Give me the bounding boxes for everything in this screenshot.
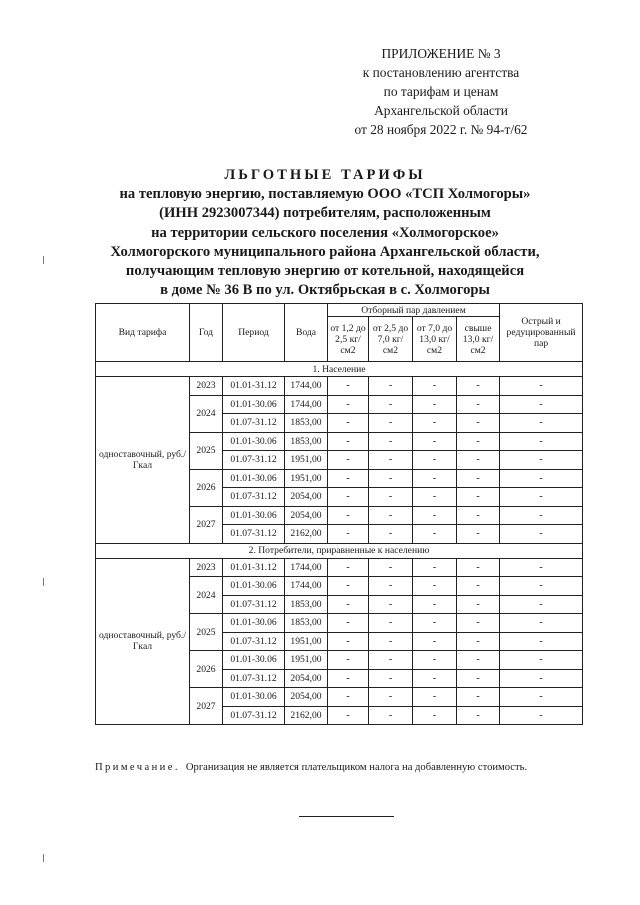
period-cell: 01.01-31.12 bbox=[223, 377, 285, 396]
steam-cell: - bbox=[369, 558, 413, 577]
steam-cell: - bbox=[328, 395, 369, 414]
period-cell: 01.07-31.12 bbox=[223, 632, 285, 651]
title-line: на тепловую энергию, поставляемую ООО «ТСП Холмогоры» bbox=[119, 186, 531, 203]
steam-cell: - bbox=[413, 669, 457, 688]
steam-cell: - bbox=[328, 669, 369, 688]
sharp-steam-cell: - bbox=[500, 469, 583, 488]
sharp-steam-cell: - bbox=[500, 451, 583, 470]
steam-cell: - bbox=[457, 377, 500, 396]
period-cell: 01.01-30.06 bbox=[223, 506, 285, 525]
table-row bbox=[96, 377, 583, 396]
header-steam-2: от 2,5 до 7,0 кг/см2 bbox=[369, 317, 413, 362]
steam-cell: - bbox=[328, 506, 369, 525]
steam-cell: - bbox=[457, 414, 500, 433]
steam-cell: - bbox=[457, 669, 500, 688]
steam-cell: - bbox=[413, 488, 457, 507]
steam-cell: - bbox=[457, 706, 500, 725]
steam-cell: - bbox=[369, 632, 413, 651]
signature-line bbox=[299, 816, 394, 817]
period-cell: 01.07-31.12 bbox=[223, 525, 285, 544]
period-cell: 01.07-31.12 bbox=[223, 706, 285, 725]
steam-cell: - bbox=[457, 632, 500, 651]
steam-cell: - bbox=[328, 432, 369, 451]
period-cell: 01.07-31.12 bbox=[223, 488, 285, 507]
sharp-steam-cell: - bbox=[500, 377, 583, 396]
steam-cell: - bbox=[369, 414, 413, 433]
period-cell: 01.01-30.06 bbox=[223, 688, 285, 707]
steam-cell: - bbox=[413, 451, 457, 470]
sharp-steam-cell: - bbox=[500, 706, 583, 725]
title-line: в доме № 36 В по ул. Октябрьская в с. Холмогоры bbox=[160, 282, 490, 299]
steam-cell: - bbox=[369, 506, 413, 525]
steam-cell: - bbox=[369, 469, 413, 488]
tariff-body bbox=[96, 362, 583, 725]
steam-cell: - bbox=[369, 377, 413, 396]
water-cell: 2054,00 bbox=[285, 669, 328, 688]
steam-cell: - bbox=[413, 632, 457, 651]
sharp-steam-cell: - bbox=[500, 577, 583, 596]
appendix-number: ПРИЛОЖЕНИЕ № 3 bbox=[381, 46, 501, 61]
steam-cell: - bbox=[328, 451, 369, 470]
steam-cell: - bbox=[413, 651, 457, 670]
water-cell: 1951,00 bbox=[285, 451, 328, 470]
period-cell: 01.01-30.06 bbox=[223, 577, 285, 596]
scan-mark bbox=[43, 854, 44, 862]
water-cell: 1744,00 bbox=[285, 577, 328, 596]
scan-mark bbox=[43, 578, 44, 586]
steam-cell: - bbox=[457, 614, 500, 633]
steam-cell: - bbox=[328, 632, 369, 651]
steam-cell: - bbox=[328, 469, 369, 488]
year-cell: 2027 bbox=[190, 688, 223, 725]
sharp-steam-cell: - bbox=[500, 688, 583, 707]
year-cell: 2027 bbox=[190, 506, 223, 543]
steam-cell: - bbox=[369, 688, 413, 707]
steam-cell: - bbox=[369, 614, 413, 633]
steam-cell: - bbox=[328, 488, 369, 507]
steam-cell: - bbox=[369, 595, 413, 614]
steam-cell: - bbox=[413, 395, 457, 414]
year-cell: 2026 bbox=[190, 651, 223, 688]
appendix-line: к постановлению агентства bbox=[362, 65, 520, 80]
year-cell: 2023 bbox=[190, 558, 223, 577]
steam-cell: - bbox=[369, 395, 413, 414]
sharp-steam-cell: - bbox=[500, 506, 583, 525]
section-title: 1. Население bbox=[96, 362, 583, 377]
period-cell: 01.01-30.06 bbox=[223, 614, 285, 633]
steam-cell: - bbox=[413, 525, 457, 544]
steam-cell: - bbox=[457, 525, 500, 544]
tariff-type-cell: одноставочный, руб./Гкал bbox=[96, 377, 190, 544]
steam-cell: - bbox=[413, 377, 457, 396]
sharp-steam-cell: - bbox=[500, 632, 583, 651]
footnote-text: Организация не является плательщиком налога на добавленную стоимость. bbox=[185, 762, 528, 773]
steam-cell: - bbox=[413, 706, 457, 725]
appendix-line: Архангельской области bbox=[374, 103, 508, 118]
water-cell: 1853,00 bbox=[285, 432, 328, 451]
period-cell: 01.07-31.12 bbox=[223, 669, 285, 688]
sharp-steam-cell: - bbox=[500, 669, 583, 688]
steam-cell: - bbox=[369, 577, 413, 596]
steam-cell: - bbox=[328, 706, 369, 725]
appendix-header bbox=[326, 44, 556, 139]
steam-cell: - bbox=[369, 488, 413, 507]
steam-cell: - bbox=[413, 506, 457, 525]
period-cell: 01.07-31.12 bbox=[223, 414, 285, 433]
year-cell: 2025 bbox=[190, 432, 223, 469]
tariff-table bbox=[95, 303, 583, 725]
water-cell: 2054,00 bbox=[285, 688, 328, 707]
header-row bbox=[96, 304, 583, 317]
water-cell: 1744,00 bbox=[285, 377, 328, 396]
period-cell: 01.01-31.12 bbox=[223, 558, 285, 577]
tariff-type-cell: одноставочный, руб./Гкал bbox=[96, 558, 190, 725]
header-water: Вода bbox=[285, 304, 328, 362]
steam-cell: - bbox=[457, 577, 500, 596]
year-cell: 2025 bbox=[190, 614, 223, 651]
steam-cell: - bbox=[413, 688, 457, 707]
steam-cell: - bbox=[369, 651, 413, 670]
title-line: на территории сельского поселения «Холмогорское» bbox=[151, 224, 499, 241]
header-steam-group: Отборный пар давлением bbox=[328, 304, 500, 317]
document-title bbox=[90, 166, 560, 300]
steam-cell: - bbox=[457, 451, 500, 470]
sharp-steam-cell: - bbox=[500, 558, 583, 577]
steam-cell: - bbox=[413, 614, 457, 633]
period-cell: 01.01-30.06 bbox=[223, 395, 285, 414]
title-line: Холмогорского муниципального района Архангельской области, bbox=[110, 243, 540, 260]
title-line: получающим тепловую энергию от котельной, находящейся bbox=[125, 263, 525, 280]
footnote bbox=[95, 761, 615, 775]
sharp-steam-cell: - bbox=[500, 432, 583, 451]
section-row bbox=[96, 543, 583, 558]
steam-cell: - bbox=[369, 669, 413, 688]
steam-cell: - bbox=[413, 558, 457, 577]
title-line: (ИНН 2923007344) потребителям, расположенным bbox=[159, 205, 491, 222]
appendix-date: от 28 ноября 2022 г. № 94-т/62 bbox=[354, 122, 528, 137]
steam-cell: - bbox=[457, 651, 500, 670]
appendix-line: по тарифам и ценам bbox=[383, 84, 499, 99]
steam-cell: - bbox=[457, 688, 500, 707]
steam-cell: - bbox=[413, 469, 457, 488]
period-cell: 01.07-31.12 bbox=[223, 595, 285, 614]
steam-cell: - bbox=[457, 506, 500, 525]
water-cell: 1853,00 bbox=[285, 614, 328, 633]
sharp-steam-cell: - bbox=[500, 651, 583, 670]
water-cell: 1951,00 bbox=[285, 651, 328, 670]
steam-cell: - bbox=[369, 706, 413, 725]
header-steam-1: от 1,2 до 2,5 кг/см2 bbox=[328, 317, 369, 362]
period-cell: 01.07-31.12 bbox=[223, 451, 285, 470]
header-year: Год bbox=[190, 304, 223, 362]
steam-cell: - bbox=[413, 595, 457, 614]
steam-cell: - bbox=[328, 595, 369, 614]
steam-cell: - bbox=[328, 414, 369, 433]
steam-cell: - bbox=[328, 525, 369, 544]
sharp-steam-cell: - bbox=[500, 488, 583, 507]
sharp-steam-cell: - bbox=[500, 525, 583, 544]
year-cell: 2024 bbox=[190, 395, 223, 432]
water-cell: 1744,00 bbox=[285, 558, 328, 577]
steam-cell: - bbox=[369, 525, 413, 544]
sharp-steam-cell: - bbox=[500, 395, 583, 414]
steam-cell: - bbox=[413, 432, 457, 451]
period-cell: 01.01-30.06 bbox=[223, 432, 285, 451]
steam-cell: - bbox=[457, 432, 500, 451]
header-period: Период bbox=[223, 304, 285, 362]
sharp-steam-cell: - bbox=[500, 414, 583, 433]
year-cell: 2023 bbox=[190, 377, 223, 396]
steam-cell: - bbox=[328, 558, 369, 577]
sharp-steam-cell: - bbox=[500, 595, 583, 614]
water-cell: 1744,00 bbox=[285, 395, 328, 414]
year-cell: 2024 bbox=[190, 577, 223, 614]
water-cell: 1951,00 bbox=[285, 632, 328, 651]
water-cell: 2162,00 bbox=[285, 706, 328, 725]
steam-cell: - bbox=[457, 558, 500, 577]
steam-cell: - bbox=[369, 432, 413, 451]
steam-cell: - bbox=[457, 595, 500, 614]
period-cell: 01.01-30.06 bbox=[223, 469, 285, 488]
steam-cell: - bbox=[457, 395, 500, 414]
water-cell: 1951,00 bbox=[285, 469, 328, 488]
footnote-label: Примечание. bbox=[95, 762, 180, 773]
steam-cell: - bbox=[369, 451, 413, 470]
steam-cell: - bbox=[457, 469, 500, 488]
title-heading: ЛЬГОТНЫЕ ТАРИФЫ bbox=[224, 167, 426, 183]
header-steam-4: свыше 13,0 кг/см2 bbox=[457, 317, 500, 362]
section-row bbox=[96, 362, 583, 377]
scan-mark bbox=[43, 256, 44, 264]
steam-cell: - bbox=[328, 377, 369, 396]
steam-cell: - bbox=[328, 651, 369, 670]
steam-cell: - bbox=[413, 577, 457, 596]
header-steam-3: от 7,0 до 13,0 кг/см2 bbox=[413, 317, 457, 362]
steam-cell: - bbox=[328, 577, 369, 596]
section-title: 2. Потребители, приравненные к населению bbox=[96, 543, 583, 558]
water-cell: 2054,00 bbox=[285, 488, 328, 507]
period-cell: 01.01-30.06 bbox=[223, 651, 285, 670]
table-row bbox=[96, 558, 583, 577]
steam-cell: - bbox=[328, 614, 369, 633]
water-cell: 1853,00 bbox=[285, 595, 328, 614]
year-cell: 2026 bbox=[190, 469, 223, 506]
steam-cell: - bbox=[328, 688, 369, 707]
sharp-steam-cell: - bbox=[500, 614, 583, 633]
water-cell: 1853,00 bbox=[285, 414, 328, 433]
steam-cell: - bbox=[457, 488, 500, 507]
header-sharp-steam: Острый и редуцированный пар bbox=[500, 304, 583, 362]
header-tariff-type: Вид тарифа bbox=[96, 304, 190, 362]
water-cell: 2054,00 bbox=[285, 506, 328, 525]
steam-cell: - bbox=[413, 414, 457, 433]
water-cell: 2162,00 bbox=[285, 525, 328, 544]
